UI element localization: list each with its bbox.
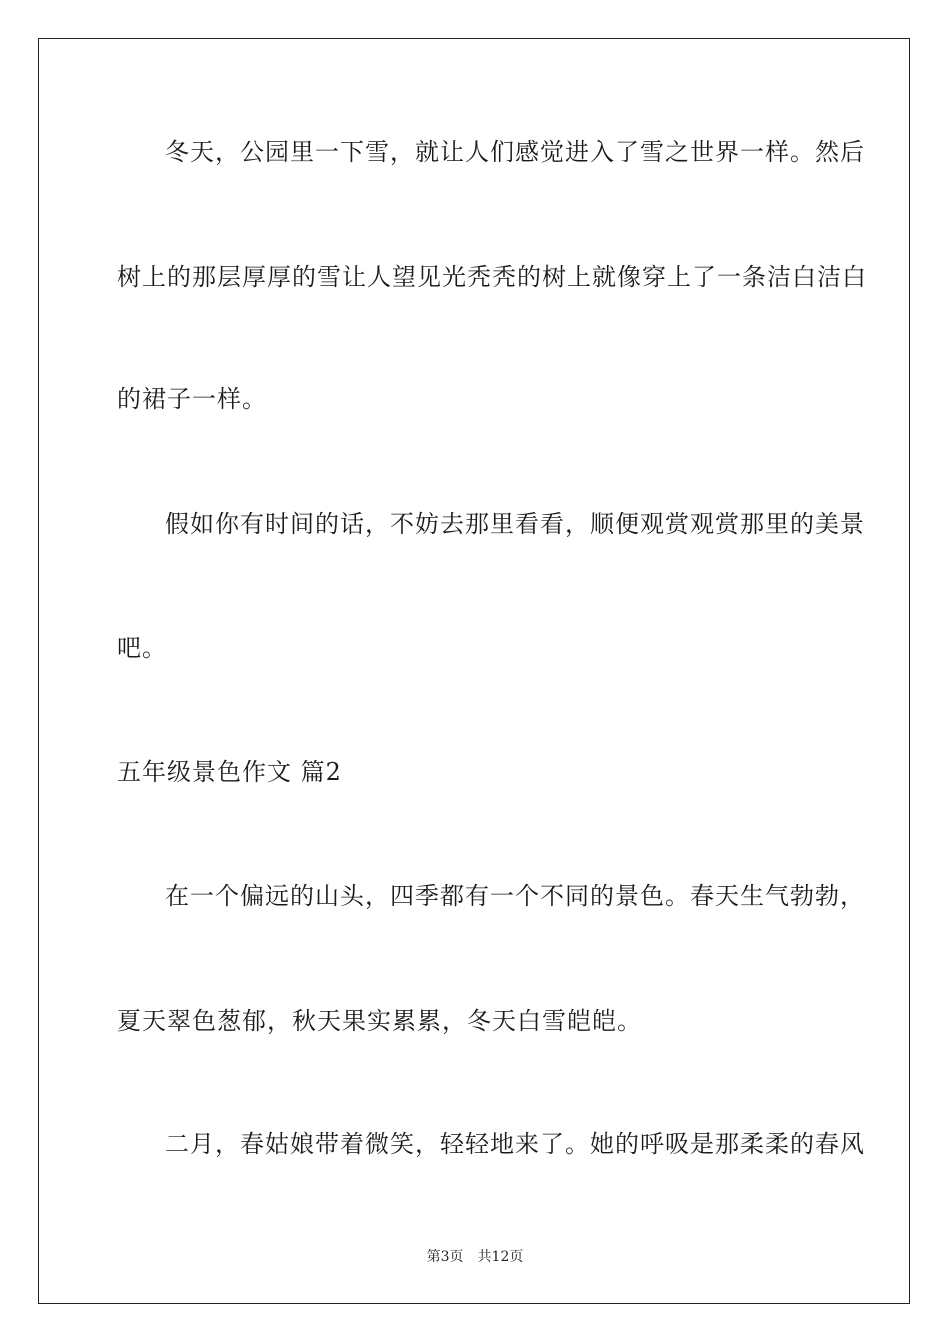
paragraph-1-line-1: 冬天，公园里一下雪，就让人们感觉进入了雪之世界一样。然后 <box>165 138 865 166</box>
paragraph-3-line-1: 在一个偏远的山头，四季都有一个不同的景色。春天生气勃勃， <box>165 882 865 910</box>
paragraph-4-line-1: 二月，春姑娘带着微笑，轻轻地来了。她的呼吸是那柔柔的春风 <box>165 1130 865 1158</box>
page-number: 第3页 <box>426 1249 464 1265</box>
page-footer <box>0 1248 950 1266</box>
paragraph-1-line-2: 树上的那层厚厚的雪让人望见光秃秃的树上就像穿上了一条洁白洁白 <box>117 263 867 291</box>
paragraph-3-line-2: 夏天翠色葱郁，秋天果实累累，冬天白雪皑皑。 <box>117 1007 642 1035</box>
section-heading: 五年级景色作文 篇2 <box>117 758 342 786</box>
paragraph-1-line-3: 的裙子一样。 <box>117 385 267 413</box>
paragraph-2-line-1: 假如你有时间的话，不妨去那里看看，顺便观赏观赏那里的美景 <box>165 510 865 538</box>
paragraph-2-line-2: 吧。 <box>117 634 167 662</box>
page-border <box>38 38 910 1304</box>
page-total: 共12页 <box>477 1249 524 1265</box>
